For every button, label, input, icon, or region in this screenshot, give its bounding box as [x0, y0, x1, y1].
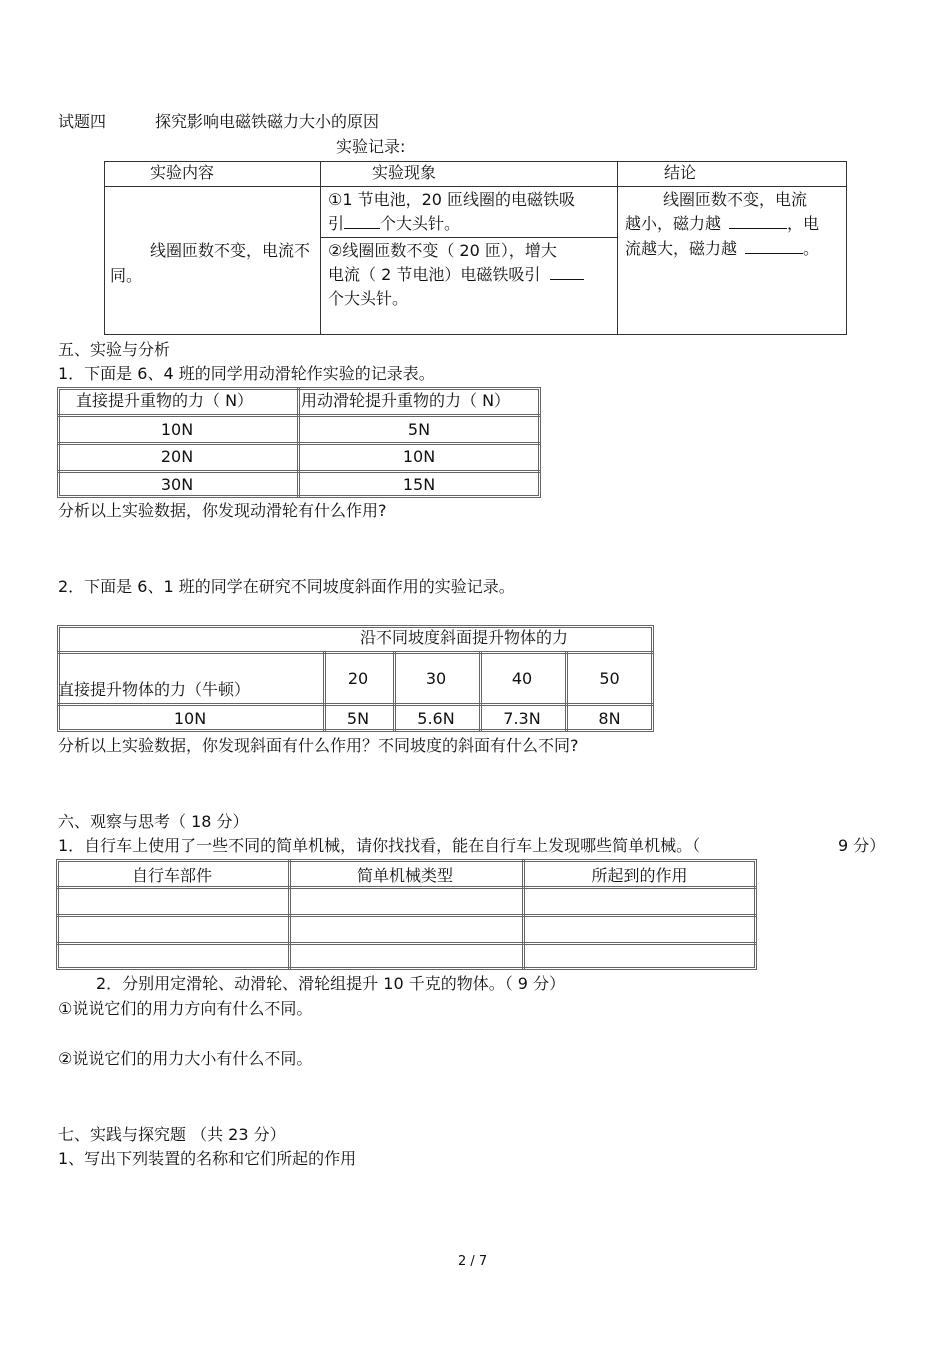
bicycle-header-machine: 简单机械类型: [356, 866, 453, 885]
section6-title: 六、观察与思考（ 18 分）: [58, 812, 249, 831]
pulley-cell: 15N: [402, 475, 436, 494]
answer-blank[interactable]: [550, 265, 584, 280]
answer-cell[interactable]: [526, 918, 754, 940]
section5-q1-analysis: 分析以上实验数据，你发现动滑轮有什么作用?: [58, 501, 387, 520]
answer-cell[interactable]: [292, 946, 519, 968]
answer-cell[interactable]: [526, 890, 754, 912]
section6-q1: 1．自行车上使用了一些不同的简单机械，请你找找看，能在自行车上发现哪些简单机械。（: [58, 836, 701, 855]
slope-header: 沿不同坡度斜面提升物体的力: [360, 628, 569, 647]
section7-title: 七、实践与探究题 （共 23 分）: [58, 1125, 286, 1144]
section6-q1-score: 9 分）: [838, 836, 886, 855]
observation-1-line2: 引 个大头针。: [328, 214, 461, 233]
pulley-cell: 10N: [160, 420, 194, 439]
header-content: 实验内容: [150, 163, 215, 182]
answer-blank[interactable]: [344, 214, 380, 229]
test4-title: 探究影响电磁铁磁力大小的原因: [155, 112, 380, 131]
test4-heading: 试题四: [58, 112, 107, 131]
section5-q1: 1．下面是 6、4 班的同学用动滑轮作实验的记录表。: [58, 364, 435, 383]
header-conclusion: 结论: [664, 163, 697, 182]
conclusion-line2: 越小，磁力越 ，电: [625, 214, 820, 233]
observation-2-line2: 电流（ 2 节电池）电磁铁吸引: [328, 265, 584, 285]
section6-q2-2: ②说说它们的用力大小有什么不同。: [58, 1049, 313, 1068]
answer-cell[interactable]: [292, 890, 519, 912]
header-observation: 实验现象: [372, 163, 437, 182]
observation-2-line3: 个大头针。: [328, 289, 409, 308]
pulley-cell: 20N: [160, 447, 194, 466]
slope-angle: 50: [599, 669, 620, 688]
section5-title: 五、实验与分析: [58, 340, 171, 359]
section7-q1: 1、写出下列装置的名称和它们所起的作用: [58, 1149, 357, 1168]
slope-angle: 40: [511, 669, 533, 688]
pulley-cell: 30N: [160, 475, 194, 494]
slope-value: 10N: [173, 709, 207, 728]
experiment-content: 线圈匝数不变，电流不同。: [110, 241, 311, 285]
slope-row-label: 直接提升物体的力（牛顿）: [58, 680, 251, 699]
answer-cell[interactable]: [292, 918, 519, 940]
pulley-cell: 10N: [402, 447, 436, 466]
observation-2-line1: ②线圈匝数不变（ 20 匝），增大: [328, 241, 557, 260]
slope-value: 7.3N: [503, 709, 541, 728]
section6-q2-1: ①说说它们的用力方向有什么不同。: [58, 999, 313, 1018]
slope-value: 5N: [346, 709, 370, 728]
bicycle-header-part: 自行车部件: [131, 866, 212, 885]
observation-1-line1: ①1 节电池，20 匝线圈的电磁铁吸: [328, 190, 576, 209]
slope-value: 5.6N: [417, 709, 455, 728]
page-number: 2 / 7: [458, 1254, 488, 1269]
answer-cell[interactable]: [60, 918, 285, 940]
section5-q2-analysis: 分析以上实验数据，你发现斜面有什么作用？不同坡度的斜面有什么不同?: [58, 736, 579, 755]
answer-blank[interactable]: [729, 214, 787, 229]
section6-q2: 2．分别用定滑轮、动滑轮、滑轮组提升 10 千克的物体。（ 9 分）: [96, 974, 566, 993]
answer-cell[interactable]: [60, 946, 285, 968]
pulley-header-direct: 直接提升重物的力（ N）: [76, 391, 254, 410]
bicycle-header-effect: 所起到的作用: [591, 866, 688, 885]
section5-q2: 2．下面是 6、1 班的同学在研究不同坡度斜面作用的实验记录。: [58, 577, 515, 596]
slope-value: 8N: [598, 709, 621, 728]
pulley-cell: 5N: [407, 420, 431, 439]
record-label: 实验记录:: [336, 137, 406, 156]
pulley-header-pulley: 用动滑轮提升重物的力（ N）: [301, 391, 511, 410]
conclusion-line1: 线圈匝数不变，电流: [663, 190, 808, 209]
slope-angle: 30: [425, 669, 447, 688]
slope-angle: 20: [347, 669, 369, 688]
answer-blank[interactable]: [745, 239, 803, 254]
answer-cell[interactable]: [526, 946, 754, 968]
conclusion-line3: 流越大，磁力越 。: [625, 239, 820, 258]
answer-cell[interactable]: [60, 890, 285, 912]
